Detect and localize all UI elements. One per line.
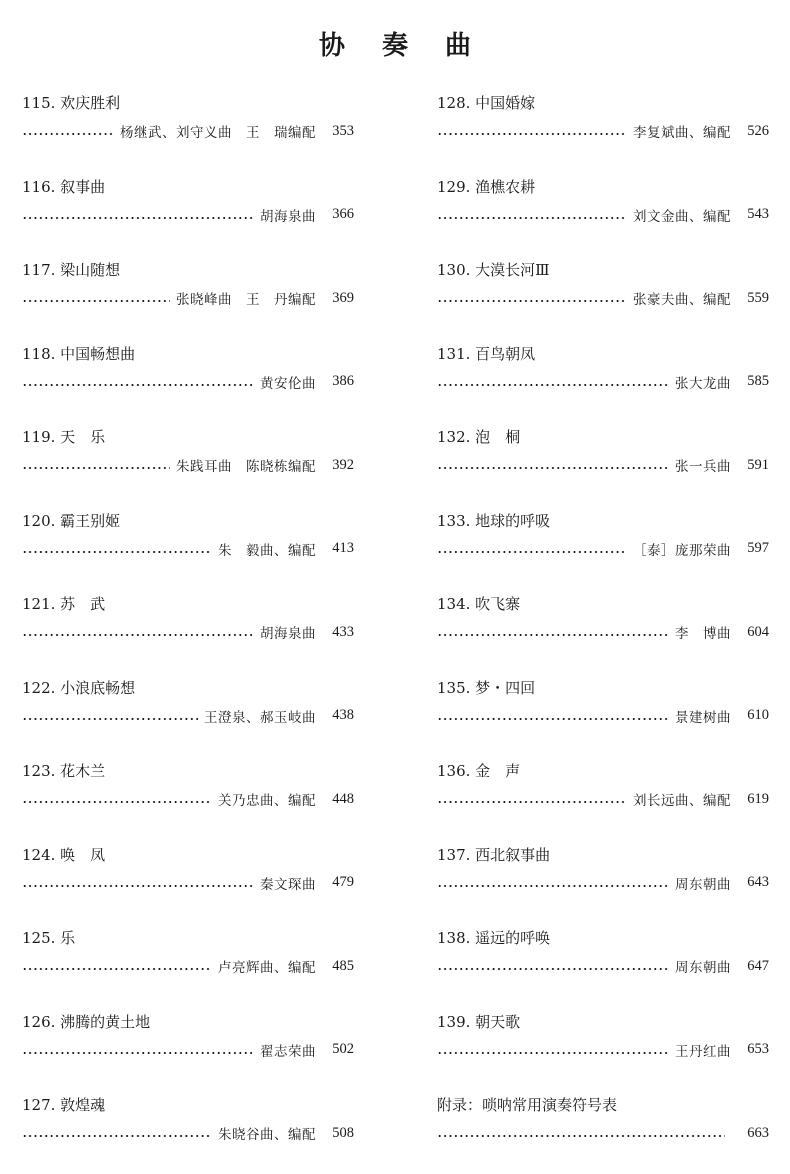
entry-credit: 景建树曲	[675, 709, 731, 726]
toc-entry[interactable]	[437, 752, 769, 836]
entry-title: 124. 唤 凤	[22, 845, 106, 864]
entry-title: 126. 沸腾的黄土地	[22, 1012, 151, 1031]
toc-entry[interactable]	[437, 168, 769, 252]
toc-entry[interactable]	[22, 335, 354, 419]
entry-credit: 张豪夫曲、编配	[633, 292, 731, 308]
entry-title: 119. 天 乐	[22, 428, 106, 446]
dot-leader	[22, 1135, 212, 1137]
entry-page-number: 526	[747, 122, 769, 139]
entry-line	[437, 120, 769, 142]
entry-credit: 周东朝曲	[675, 960, 731, 976]
entry-page-number: 502	[332, 1041, 354, 1057]
entry-title: 125. 乐	[22, 929, 76, 947]
entry-line	[22, 1122, 354, 1144]
entry-credit: 朱践耳曲 陈晓栋编配	[176, 459, 316, 475]
entry-page-number: 619	[747, 790, 769, 807]
entry-page-number: 479	[332, 874, 354, 890]
toc-entry[interactable]	[22, 168, 354, 252]
entry-page-number: 663	[747, 1124, 769, 1141]
entry-title: 116. 叙事曲	[22, 177, 106, 196]
entry-credit: 朱晓谷曲、编配	[218, 1127, 316, 1143]
entry-line	[437, 1122, 769, 1144]
toc-entry[interactable]	[437, 1086, 769, 1170]
entry-line	[22, 287, 354, 309]
entry-title: 134. 吹飞寨	[437, 595, 521, 613]
toc-entry[interactable]	[437, 919, 769, 1003]
dot-leader	[22, 718, 198, 720]
entry-line	[437, 705, 769, 727]
entry-line	[22, 120, 354, 142]
entry-title: 138. 遥远的呼唤	[437, 929, 551, 947]
entry-page-number: 643	[747, 874, 769, 890]
toc-entry[interactable]	[22, 251, 354, 335]
entry-line	[437, 371, 769, 393]
entry-title: 120. 霸王别姬	[22, 511, 121, 530]
entry-title: 117. 梁山随想	[22, 261, 121, 279]
entry-page-number: 366	[332, 206, 354, 222]
toc-entry[interactable]	[437, 251, 769, 335]
dot-leader	[437, 300, 627, 302]
entry-title: 122. 小浪底畅想	[22, 678, 136, 697]
entry-page-number: 604	[747, 623, 769, 640]
toc-entry[interactable]	[22, 84, 354, 168]
toc-entry[interactable]	[437, 585, 769, 669]
entry-line	[22, 371, 354, 393]
entry-title: 129. 渔樵农耕	[437, 177, 536, 196]
entry-title: 132. 泡 桐	[437, 428, 521, 446]
entry-title: 131. 百鸟朝凤	[437, 344, 536, 363]
toc-entry[interactable]	[437, 669, 769, 753]
entry-title: 136. 金 声	[437, 762, 521, 780]
entry-credit: 黄安伦曲	[260, 375, 316, 392]
entry-page-number: 392	[332, 456, 354, 473]
entry-title: 139. 朝天歌	[437, 1012, 521, 1031]
entry-line	[437, 538, 769, 560]
entry-page-number: 438	[332, 707, 354, 723]
dot-leader	[437, 133, 627, 135]
toc-entry[interactable]	[437, 836, 769, 920]
entry-credit: 翟志荣曲	[260, 1043, 316, 1060]
toc-entry[interactable]	[437, 502, 769, 586]
entry-line	[22, 204, 354, 226]
dot-leader	[22, 1052, 254, 1054]
entry-title: 135. 梦・四回	[437, 678, 536, 697]
dot-leader	[437, 384, 669, 386]
entry-credit: 杨继武、刘守义曲 王 瑞编配	[120, 125, 316, 141]
dot-leader	[22, 551, 212, 553]
toc-entry[interactable]	[22, 418, 354, 502]
entry-title: 137. 西北叙事曲	[437, 845, 551, 864]
entry-line	[22, 955, 354, 977]
entry-title: 121. 苏 武	[22, 595, 106, 613]
toc-column-right	[437, 84, 769, 1170]
dot-leader	[437, 718, 669, 720]
dot-leader	[22, 634, 254, 636]
entry-credit: 王澄泉、郝玉岐曲	[204, 709, 316, 726]
page-title: 协 奏 曲	[318, 31, 486, 61]
dot-leader	[437, 968, 669, 970]
entry-line	[437, 287, 769, 309]
entry-page-number: 413	[332, 540, 354, 556]
entry-credit: 秦文琛曲	[260, 876, 316, 893]
entry-title: 127. 敦煌魂	[22, 1096, 106, 1114]
entry-page-number: 653	[747, 1041, 769, 1057]
dot-leader	[22, 300, 170, 302]
entry-page-number: 508	[332, 1124, 354, 1141]
entry-page-number: 647	[747, 957, 769, 974]
entry-line	[22, 621, 354, 643]
entry-credit: 卢亮辉曲、编配	[218, 960, 316, 976]
entry-page-number: 591	[747, 456, 769, 473]
entry-credit: 李复斌曲、编配	[633, 125, 731, 141]
entry-title: 118. 中国畅想曲	[22, 344, 136, 363]
entry-credit: 胡海泉曲	[260, 208, 316, 225]
entry-credit: 刘文金曲、编配	[633, 208, 731, 225]
dot-leader	[437, 885, 669, 887]
toc-entry[interactable]	[437, 335, 769, 419]
entry-credit: 朱 毅曲、编配	[218, 542, 316, 559]
entry-credit: 张一兵曲	[675, 459, 731, 475]
entry-title: 123. 花木兰	[22, 762, 106, 780]
entry-credit: 王丹红曲	[675, 1043, 731, 1060]
dot-leader	[22, 133, 114, 135]
entry-title: 133. 地球的呼吸	[437, 511, 551, 530]
dot-leader	[437, 1052, 669, 1054]
entry-credit: ［泰］庞那荣曲	[633, 542, 731, 559]
dot-leader	[437, 801, 627, 803]
entry-line	[22, 538, 354, 560]
entry-page-number: 543	[747, 206, 769, 222]
entry-credit: 关乃忠曲、编配	[218, 793, 316, 809]
toc-entry[interactable]	[437, 418, 769, 502]
toc-entry[interactable]	[22, 502, 354, 586]
toc-entry[interactable]	[22, 752, 354, 836]
toc-entry[interactable]	[22, 669, 354, 753]
entry-line	[437, 788, 769, 810]
entry-page-number: 485	[332, 957, 354, 974]
entry-line	[437, 204, 769, 226]
dot-leader	[22, 885, 254, 887]
entry-credit: 周东朝曲	[675, 876, 731, 893]
dot-leader	[22, 217, 254, 219]
toc-entry[interactable]	[22, 1003, 354, 1087]
entry-line	[22, 1039, 354, 1061]
dot-leader	[437, 467, 669, 469]
dot-leader	[22, 968, 212, 970]
entry-line	[22, 705, 354, 727]
toc-entry[interactable]	[22, 1086, 354, 1170]
entry-line	[437, 621, 769, 643]
entry-page-number: 369	[332, 289, 354, 306]
dot-leader	[22, 801, 212, 803]
entry-line	[437, 872, 769, 894]
entry-page-number: 597	[747, 540, 769, 556]
toc-entry[interactable]	[437, 84, 769, 168]
toc-column-left	[22, 84, 354, 1170]
dot-leader	[22, 467, 170, 469]
entry-title: 130. 大漠长河Ⅲ	[437, 261, 550, 279]
entry-title: 115. 欢庆胜利	[22, 94, 121, 112]
entry-line	[437, 955, 769, 977]
entry-title: 128. 中国婚嫁	[437, 94, 536, 112]
entry-credit: 胡海泉曲	[260, 626, 316, 642]
entry-page-number: 610	[747, 707, 769, 723]
entry-line	[437, 454, 769, 476]
dot-leader	[437, 551, 627, 553]
dot-leader	[437, 1135, 725, 1137]
entry-credit: 张大龙曲	[675, 375, 731, 392]
entry-page-number: 559	[747, 289, 769, 306]
toc-entry[interactable]	[437, 1003, 769, 1087]
toc-entry[interactable]	[22, 585, 354, 669]
dot-leader	[437, 634, 669, 636]
toc-entry[interactable]	[22, 836, 354, 920]
toc-entry[interactable]	[22, 919, 354, 1003]
entry-line	[22, 454, 354, 476]
entry-page-number: 386	[332, 373, 354, 389]
entry-line	[22, 872, 354, 894]
entry-line	[437, 1039, 769, 1061]
entry-credit: 李 博曲	[675, 626, 731, 642]
entry-page-number: 353	[332, 122, 354, 139]
entry-title: 附录：唢呐常用演奏符号表	[437, 1096, 618, 1114]
dot-leader	[437, 217, 627, 219]
entry-page-number: 433	[332, 623, 354, 640]
entry-line	[22, 788, 354, 810]
entry-page-number: 585	[747, 373, 769, 389]
dot-leader	[22, 384, 254, 386]
entry-credit: 张晓峰曲 王 丹编配	[176, 292, 316, 308]
entry-page-number: 448	[332, 790, 354, 807]
entry-credit: 刘长远曲、编配	[633, 793, 731, 809]
